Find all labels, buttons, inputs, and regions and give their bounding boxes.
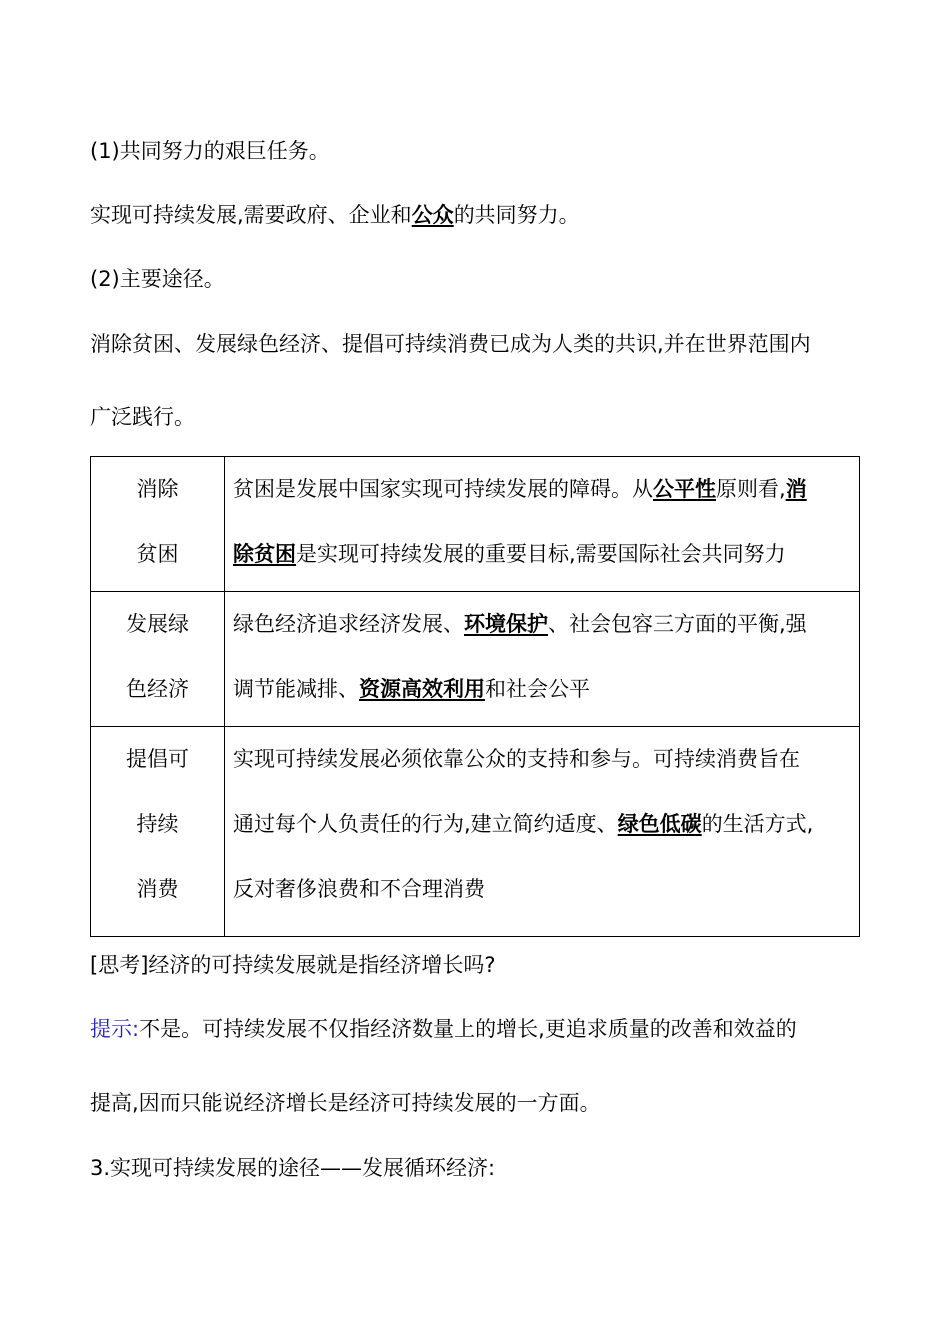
tip-line2: 提高,因而只能说经济增长是经济可持续发展的一方面。 (90, 1091, 601, 1115)
desc-cell (225, 727, 860, 937)
table-row (91, 592, 860, 727)
desc-highlight: 绿色低碳 (617, 812, 702, 836)
desc-line (233, 592, 853, 657)
section3-heading: 3.实现可持续发展的途径——发展循环经济: (90, 1156, 496, 1180)
think-question: [思考]经济的可持续发展就是指经济增长吗? (90, 953, 496, 977)
desc-highlight: 除贫困 (233, 542, 296, 566)
desc-text: 绿色经济追求经济发展、 (233, 612, 464, 636)
study-table (90, 456, 860, 937)
desc-text: 的生活方式, (701, 812, 814, 836)
desc-cell (225, 592, 860, 727)
desc-line (233, 457, 853, 522)
p2-text-line1: 消除贫困、发展绿色经济、提倡可持续消费已成为人类的共识,并在世界范围内 (90, 332, 811, 356)
desc-line: 反对奢侈浪费和不合理消费 (233, 877, 485, 901)
topic-line: 色经济 (126, 677, 189, 701)
desc-text: 贫困是发展中国家实现可持续发展的障碍。从 (233, 477, 653, 501)
tip-line1 (90, 1014, 797, 1044)
desc-highlight: 消 (785, 477, 807, 501)
p2-text-line2: 广泛践行。 (90, 405, 195, 429)
desc-line: 实现可持续发展必须依靠公众的支持和参与。可持续消费旨在 (233, 747, 800, 771)
desc-line (233, 522, 853, 587)
desc-text: 调节能减排、 (233, 677, 359, 701)
p1-heading: (1)共同努力的艰巨任务。 (90, 139, 330, 163)
table-row (91, 457, 860, 592)
topic-line: 消除 (136, 477, 179, 501)
p1-text-highlight: 公众 (411, 203, 454, 227)
desc-highlight: 公平性 (653, 477, 716, 501)
topic-cell (91, 592, 225, 727)
desc-highlight: 资源高效利用 (359, 677, 485, 701)
topic-cell (91, 727, 225, 937)
desc-text: 是实现可持续发展的重要目标,需要国际社会共同努力 (296, 542, 786, 566)
p2-heading: (2)主要途径。 (90, 267, 225, 291)
desc-highlight: 环境保护 (464, 612, 548, 636)
tip-text: 不是。可持续发展不仅指经济数量上的增长,更追求质量的改善和效益的 (139, 1017, 797, 1041)
p1-text-before: 实现可持续发展,需要政府、企业和 (90, 203, 412, 227)
desc-text: 原则看, (716, 477, 786, 501)
topic-line: 提倡可 (126, 747, 189, 771)
desc-line (233, 657, 853, 722)
topic-line: 发展绿 (126, 612, 189, 636)
topic-cell (91, 457, 225, 592)
p1-text (90, 200, 580, 230)
desc-cell (225, 457, 860, 592)
table-row (91, 727, 860, 937)
desc-text: 和社会公平 (485, 677, 590, 701)
p1-text-after: 的共同努力。 (453, 203, 580, 227)
tip-label: 提示: (90, 1017, 140, 1041)
desc-line (233, 792, 853, 857)
topic-line: 持续 (136, 812, 179, 836)
topic-line: 贫困 (136, 542, 179, 566)
topic-line: 消费 (136, 877, 179, 901)
desc-text: 、社会包容三方面的平衡,强 (548, 612, 807, 636)
desc-text: 通过每个人负责任的行为,建立简约适度、 (233, 812, 618, 836)
